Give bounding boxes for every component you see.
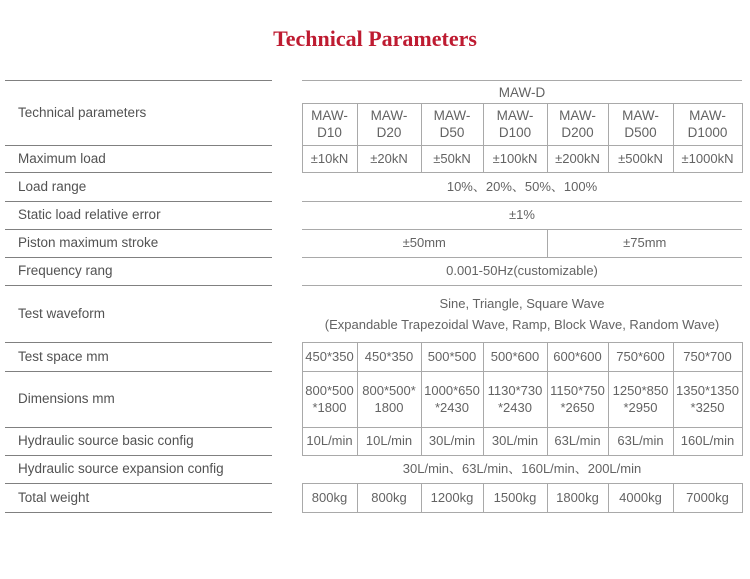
spacer-cell (272, 173, 302, 202)
value-cell: 63L/min (547, 428, 608, 456)
value-cell: 1150*750*2650 (547, 372, 608, 428)
param-label: Hydraulic source basic config (5, 428, 272, 456)
value-cell: 750*700 (673, 343, 742, 372)
model-header-cell: MAW- D200 (547, 104, 608, 146)
param-label: Load range (5, 173, 272, 202)
param-label: Total weight (5, 484, 272, 513)
series-header: MAW-D (302, 81, 742, 104)
value-cell: 30L/min (421, 428, 483, 456)
model-header-cell: MAW- D20 (357, 104, 421, 146)
param-label: Test waveform (5, 286, 272, 343)
param-label: Hydraulic source expansion config (5, 456, 272, 484)
value-cell: 500*600 (483, 343, 547, 372)
value-cell: ±100kN (483, 146, 547, 173)
model-header-cell: MAW- D500 (608, 104, 673, 146)
spacer-cell (272, 286, 302, 343)
corner-label: Technical parameters (5, 81, 272, 146)
param-label: Static load relative error (5, 202, 272, 230)
value-cell: ±10kN (302, 146, 357, 173)
value-cell: 1250*850*2950 (608, 372, 673, 428)
table-row (5, 258, 742, 286)
param-label: Frequency rang (5, 258, 272, 286)
table-row (5, 81, 742, 104)
technical-parameters-table (5, 80, 743, 513)
param-label: Maximum load (5, 146, 272, 173)
value-cell: 1350*1350*3250 (673, 372, 742, 428)
value-line: (Expandable Trapezoidal Wave, Ramp, Block Wave, Random Wave) (324, 317, 720, 332)
model-header-cell: MAW- D10 (302, 104, 357, 146)
spacer-cell (272, 484, 302, 513)
spacer-cell (272, 230, 302, 258)
value-cell: 800*500*1800 (302, 372, 357, 428)
value-cell: ±200kN (547, 146, 608, 173)
value-cell: 1200kg (421, 484, 483, 513)
model-header-cell: MAW- D50 (421, 104, 483, 146)
value-cell: 450*350 (357, 343, 421, 372)
value-cell: 800kg (302, 484, 357, 513)
table-row (5, 456, 742, 484)
spacer-cell (272, 372, 302, 428)
spacer-cell (272, 202, 302, 230)
value-cell: 30L/min (483, 428, 547, 456)
value-cell: 1500kg (483, 484, 547, 513)
spacer-cell (272, 81, 302, 146)
value-cell: 450*350 (302, 343, 357, 372)
value-cell: 750*600 (608, 343, 673, 372)
value-cell-span: ±1% (302, 202, 742, 230)
spacer-cell (272, 456, 302, 484)
spacer-cell (272, 428, 302, 456)
table-row (5, 146, 742, 173)
param-label: Piston maximum stroke (5, 230, 272, 258)
value-cell: 800kg (357, 484, 421, 513)
model-header-cell: MAW- D100 (483, 104, 547, 146)
value-line: Sine, Triangle, Square Wave (439, 296, 605, 311)
value-cell: 1000*650*2430 (421, 372, 483, 428)
value-cell: 10L/min (302, 428, 357, 456)
table-row (5, 230, 742, 258)
table-row (5, 202, 742, 230)
value-cell: 800*500*1800 (357, 372, 421, 428)
spacer-cell (272, 343, 302, 372)
value-cell-span: 0.001-50Hz(customizable) (302, 258, 742, 286)
value-cell: 4000kg (608, 484, 673, 513)
value-cell: 7000kg (673, 484, 742, 513)
table-row (5, 484, 742, 513)
value-cell-span: ±50mm (302, 230, 547, 258)
table-row (5, 372, 742, 428)
value-cell: 1130*730*2430 (483, 372, 547, 428)
value-cell: 500*500 (421, 343, 483, 372)
table-row (5, 428, 742, 456)
model-header-cell: MAW- D1000 (673, 104, 742, 146)
page-title: Technical Parameters (273, 26, 477, 51)
value-cell-span: 30L/min、63L/min、160L/min、200L/min (302, 456, 742, 484)
value-cell-span (302, 286, 742, 343)
value-cell: ±50kN (421, 146, 483, 173)
value-cell-span: 10%、20%、50%、100% (302, 173, 742, 202)
table-row (5, 286, 742, 343)
value-cell: ±20kN (357, 146, 421, 173)
value-cell: ±1000kN (673, 146, 742, 173)
param-label: Test space mm (5, 343, 272, 372)
value-cell: 1800kg (547, 484, 608, 513)
value-cell-span: ±75mm (547, 230, 742, 258)
value-cell: ±500kN (608, 146, 673, 173)
param-label: Dimensions mm (5, 372, 272, 428)
spacer-cell (272, 258, 302, 286)
value-cell: 10L/min (357, 428, 421, 456)
value-cell: 160L/min (673, 428, 742, 456)
value-cell: 600*600 (547, 343, 608, 372)
value-cell: 63L/min (608, 428, 673, 456)
table-row (5, 173, 742, 202)
spacer-cell (272, 146, 302, 173)
table-row (5, 343, 742, 372)
